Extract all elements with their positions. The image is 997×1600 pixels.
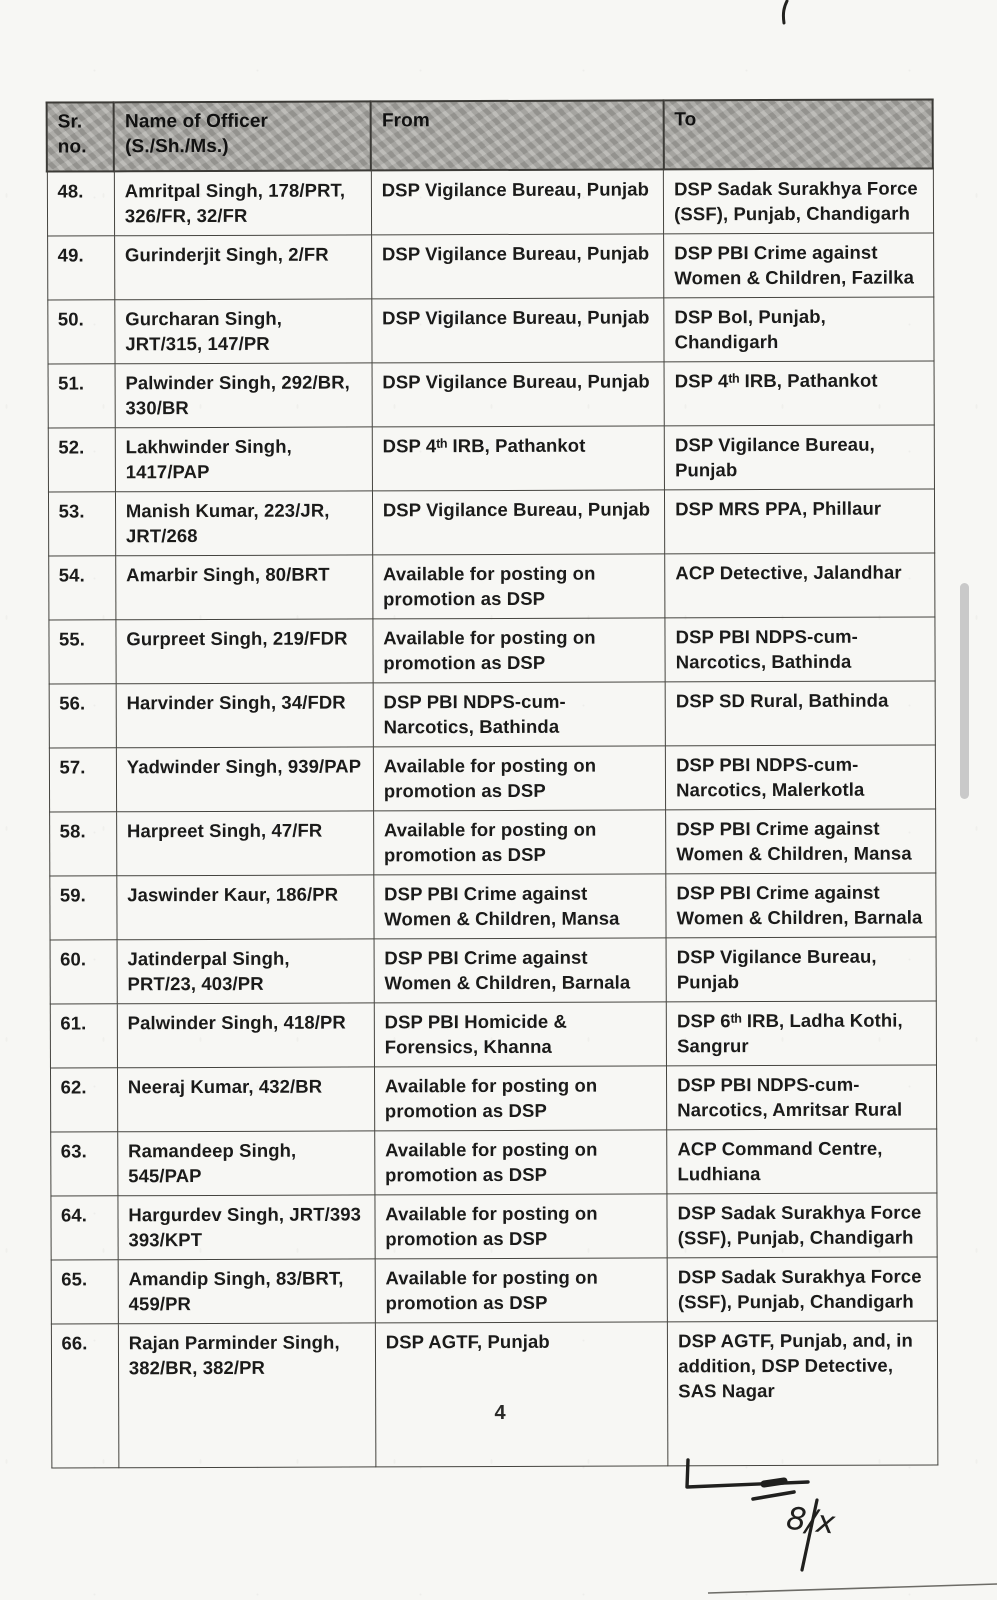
slash-stroke-icon: [802, 1500, 817, 1570]
from-cell: DSP Vigilance Bureau, Punjab: [371, 234, 664, 299]
from-cell: DSP AGTF, Punjab: [375, 1322, 668, 1467]
to-cell: DSP Sadak Surakhya Force (SSF), Punjab, Chandigarh: [663, 168, 933, 233]
dash-stroke-icon: [753, 1492, 794, 1499]
sr-no-cell: 61.: [50, 1004, 118, 1068]
sr-no-cell: 54.: [48, 556, 116, 620]
table-row: [48, 553, 934, 620]
to-cell: DSP PBI Crime against Women & Children, Barnala: [666, 873, 936, 938]
from-cell: DSP Vigilance Bureau, Punjab: [372, 298, 665, 363]
table-row: [50, 1065, 936, 1132]
table-row: [48, 489, 934, 556]
sr-no-cell: 48.: [47, 171, 115, 236]
table-row: [50, 1193, 936, 1260]
officer-name-cell: Ramandeep Singh, 545/PAP: [118, 1131, 375, 1196]
table-row: [47, 297, 933, 364]
to-cell: ACP Detective, Jalandhar: [665, 553, 935, 618]
officer-name-cell: Jaswinder Kaur, 186/PR: [117, 875, 374, 940]
from-cell: DSP Vigilance Bureau, Punjab: [372, 362, 665, 427]
table-row: [48, 425, 934, 492]
officer-name-cell: Neeraj Kumar, 432/BR: [117, 1067, 374, 1132]
header-sr-no: Sr. no.: [47, 102, 115, 171]
officer-name-cell: Gurpreet Singh, 219/FDR: [116, 619, 373, 684]
to-cell: DSP PBI NDPS-cum-Narcotics, Malerkotla: [666, 745, 936, 810]
sr-no-cell: 53.: [48, 492, 116, 556]
to-cell: DSP Sadak Surakhya Force (SSF), Punjab, Chandigarh: [667, 1193, 937, 1258]
from-cell: Available for posting on promotion as DSP: [372, 554, 665, 619]
table-row: [49, 873, 935, 940]
officer-name-cell: Palwinder Singh, 418/PR: [117, 1003, 374, 1068]
to-cell: DSP PBI Crime against Women & Children, Fazilka: [664, 233, 934, 298]
officer-name-cell: Rajan Parminder Singh, 382/BR, 382/PR: [118, 1323, 375, 1468]
table-row: [49, 745, 935, 812]
to-cell: DSP PBI Crime against Women & Children, Mansa: [666, 809, 936, 874]
header-from: From: [371, 100, 664, 170]
pen-stroke-top-icon: [768, 0, 810, 26]
scrollbar-thumb[interactable]: [960, 583, 969, 799]
transfer-table: [46, 98, 939, 1468]
from-cell: DSP PBI Crime against Women & Children, Barnala: [374, 938, 667, 1003]
to-cell: DSP SD Rural, Bathinda: [665, 681, 935, 746]
to-cell: DSP 4ᵗʰ IRB, Pathankot: [664, 361, 934, 426]
sr-no-cell: 49.: [47, 236, 115, 300]
from-cell: Available for posting on promotion as DSP: [375, 1194, 668, 1259]
sr-no-cell: 66.: [51, 1324, 119, 1468]
from-cell: DSP 4ᵗʰ IRB, Pathankot: [372, 426, 665, 491]
to-cell: DSP Vigilance Bureau, Punjab: [666, 937, 936, 1002]
from-cell: DSP Vigilance Bureau, Punjab: [371, 169, 664, 235]
bracket-blob-icon: [764, 1481, 784, 1484]
page-number: 4: [494, 1402, 506, 1424]
from-cell: DSP PBI Homicide & Forensics, Khanna: [374, 1002, 667, 1067]
to-cell: DSP PBI NDPS-cum-Narcotics, Bathinda: [665, 617, 935, 682]
to-cell: DSP BoI, Punjab, Chandigarh: [664, 297, 934, 362]
officer-name-cell: Amritpal Singh, 178/PRT, 326/FR, 32/FR: [114, 170, 371, 235]
table-row: [49, 681, 935, 748]
table-row: [50, 1001, 936, 1068]
officer-name-cell: Gurinderjit Singh, 2/FR: [114, 235, 371, 300]
sr-no-cell: 56.: [49, 684, 117, 748]
sr-no-cell: 60.: [50, 940, 118, 1004]
from-cell: Available for posting on promotion as DSP: [373, 810, 666, 875]
header-officer-name: Name of Officer (S./Sh./Ms.): [114, 101, 371, 171]
officer-name-cell: Hargurdev Singh, JRT/393 393/KPT: [118, 1195, 375, 1260]
from-cell: Available for posting on promotion as DSP: [374, 1066, 667, 1131]
officer-name-cell: Harpreet Singh, 47/FR: [116, 811, 373, 876]
to-cell: DSP AGTF, Punjab, and, in addition, DSP Detective, SAS Nagar: [668, 1321, 938, 1466]
handwritten-note: 8/x: [784, 1500, 837, 1542]
from-cell: DSP PBI NDPS-cum-Narcotics, Bathinda: [373, 682, 666, 747]
officer-name-cell: Jatinderpal Singh, PRT/23, 403/PR: [117, 939, 374, 1004]
to-cell: ACP Command Centre, Ludhiana: [667, 1129, 937, 1194]
sr-no-cell: 62.: [50, 1068, 118, 1132]
sr-no-cell: 63.: [50, 1132, 118, 1196]
sr-no-cell: 58.: [49, 812, 117, 876]
table-row: [50, 937, 936, 1004]
header-to: To: [663, 99, 933, 169]
officer-name-cell: Harvinder Singh, 34/FDR: [116, 683, 373, 748]
from-cell: Available for posting on promotion as DSP: [375, 1258, 668, 1323]
from-cell: Available for posting on promotion as DSP: [373, 618, 666, 683]
sr-no-cell: 57.: [49, 748, 117, 812]
sr-no-cell: 52.: [48, 428, 116, 492]
to-cell: DSP PBI NDPS-cum-Narcotics, Amritsar Rural: [667, 1065, 937, 1130]
scan-artifact-line: [698, 1574, 997, 1600]
table-row: [47, 233, 933, 300]
officer-name-cell: Yadwinder Singh, 939/PAP: [116, 747, 373, 812]
table-header-row: [47, 99, 933, 171]
from-cell: DSP PBI Crime against Women & Children, Mansa: [374, 874, 667, 939]
from-cell: Available for posting on promotion as DSP: [373, 746, 666, 811]
sr-no-cell: 64.: [50, 1196, 118, 1260]
to-cell: DSP Sadak Surakhya Force (SSF), Punjab, Chandigarh: [667, 1257, 937, 1322]
table-row: [50, 1129, 936, 1196]
sr-no-cell: 51.: [48, 364, 116, 428]
sr-no-cell: 65.: [51, 1260, 119, 1324]
officer-name-cell: Lakhwinder Singh, 1417/PAP: [115, 427, 372, 492]
table-row: [51, 1321, 937, 1468]
to-cell: DSP Vigilance Bureau, Punjab: [664, 425, 934, 490]
officer-name-cell: Manish Kumar, 223/JR, JRT/268: [115, 491, 372, 556]
officer-table-body: [47, 168, 938, 1468]
officer-name-cell: Amandip Singh, 83/BRT, 459/PR: [118, 1259, 375, 1324]
from-cell: DSP Vigilance Bureau, Punjab: [372, 490, 665, 555]
transfer-order-table-container: [46, 98, 939, 1468]
table-row: [51, 1257, 937, 1324]
to-cell: DSP 6ᵗʰ IRB, Ladha Kothi, Sangrur: [666, 1001, 936, 1066]
to-cell: DSP MRS PPA, Phillaur: [665, 489, 935, 554]
sr-no-cell: 59.: [49, 876, 117, 940]
table-row: [48, 361, 934, 428]
table-row: [48, 617, 934, 684]
from-cell: Available for posting on promotion as DSP: [374, 1130, 667, 1195]
officer-name-cell: Palwinder Singh, 292/BR, 330/BR: [115, 363, 372, 428]
officer-name-cell: Amarbir Singh, 80/BRT: [116, 555, 373, 620]
table-row: [47, 168, 933, 236]
sr-no-cell: 55.: [48, 620, 116, 684]
officer-name-cell: Gurcharan Singh, JRT/315, 147/PR: [115, 299, 372, 364]
sr-no-cell: 50.: [47, 300, 115, 364]
table-row: [49, 809, 935, 876]
